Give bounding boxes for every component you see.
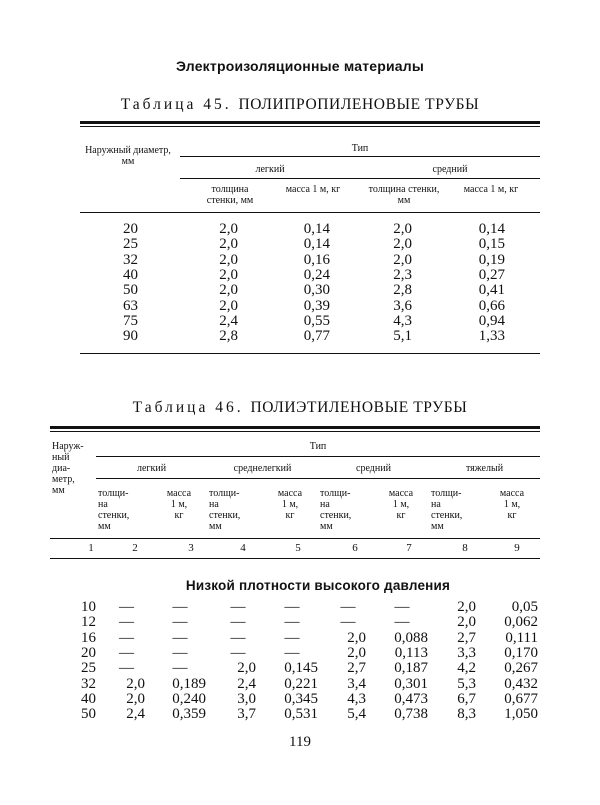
table45-title-prefix: Таблица 45. xyxy=(120,96,232,113)
table46-cell: — xyxy=(230,614,246,631)
table45-bottom-rule xyxy=(80,353,540,354)
table46-group-heavy: тяжелый xyxy=(465,463,504,474)
table46-cell: — xyxy=(230,599,246,615)
table45-sub-mass-2: масса 1 м, кг xyxy=(463,184,519,195)
table45-title xyxy=(0,96,600,114)
table45-title-name: ПОЛИПРОПИЛЕНОВЫЕ ТРУБЫ xyxy=(238,96,480,113)
table45-group-rule xyxy=(180,178,540,179)
table45-row-diameter: 20 xyxy=(123,221,138,237)
table46-row-diameter: 32 xyxy=(81,675,96,692)
table46-cell: 2,0 xyxy=(126,675,145,692)
table46-column-number: 2 xyxy=(132,542,138,554)
table46-title-prefix: Таблица 46. xyxy=(132,399,244,416)
table45-cell: 2,4 xyxy=(219,312,238,329)
table45-row-diameter: 50 xyxy=(123,282,138,299)
table46-cell: 0,473 xyxy=(394,690,428,707)
table46-cell: — xyxy=(230,644,246,661)
table45-cell: 2,0 xyxy=(219,282,238,299)
table46-cell: 0,240 xyxy=(172,690,206,707)
table45-cell: 2,0 xyxy=(219,236,238,253)
table45-row-diameter: 40 xyxy=(123,266,138,283)
table46-cell: 0,359 xyxy=(172,706,206,723)
table45-cell: 0,94 xyxy=(478,312,505,329)
table46-col-type: Тип xyxy=(309,441,327,452)
table46-cell: 8,3 xyxy=(457,706,476,723)
table46-cell: 0,267 xyxy=(504,660,538,677)
table46-column-number: 6 xyxy=(352,542,358,554)
table46-sub-mass: масса 1 м, кг xyxy=(388,488,414,521)
table46-row-diameter: 16 xyxy=(81,629,96,646)
table46-cell: — xyxy=(119,629,134,646)
table46-cell: — xyxy=(284,614,300,631)
table45-cell: 2,0 xyxy=(393,236,412,253)
table46-cell: — xyxy=(172,599,188,615)
table46-cell: — xyxy=(172,614,188,631)
table45-cell: 0,77 xyxy=(303,328,330,345)
table46-numbers-rule xyxy=(50,558,540,559)
table46-cell: 1,050 xyxy=(504,706,538,723)
table46-cell: — xyxy=(172,660,188,677)
table46-cell: 0,170 xyxy=(504,644,538,661)
table45-cell: 2,8 xyxy=(393,282,412,299)
table45-cell: 2,0 xyxy=(219,251,238,268)
table45-row-diameter: 63 xyxy=(123,297,138,314)
page-number: 119 xyxy=(289,734,311,750)
table46-top-rule xyxy=(50,426,540,429)
table46-cell: — xyxy=(119,599,134,615)
table45-cell: 2,0 xyxy=(219,297,238,314)
table46-row-diameter: 40 xyxy=(81,690,96,707)
table46-cell: 6,7 xyxy=(457,690,476,707)
table46-cell: 3,4 xyxy=(347,675,366,692)
table45-cell: 0,27 xyxy=(478,266,505,283)
table46-cell: 0,738 xyxy=(394,706,428,723)
table46-column-number: 9 xyxy=(514,542,520,554)
table46-row-diameter: 50 xyxy=(81,706,96,723)
table46-row-diameter: 20 xyxy=(81,644,96,661)
table45-cell: 0,16 xyxy=(303,251,330,268)
table46-cell: 0,301 xyxy=(394,675,428,692)
table46-cell: 2,0 xyxy=(457,599,476,615)
table45-cell: 0,14 xyxy=(303,221,330,237)
table46-cell: 2,0 xyxy=(457,614,476,631)
table45-cell: 2,8 xyxy=(219,328,238,345)
table46-cell: 2,0 xyxy=(126,690,145,707)
table46-column-number: 5 xyxy=(295,542,301,554)
table45-cell: 0,30 xyxy=(303,282,330,299)
table46-group-light: легкий xyxy=(136,463,167,474)
table46-header-rule xyxy=(50,538,540,539)
table46-cell: 3,3 xyxy=(457,644,476,661)
table45-col-diameter: Наружный диаметр, мм xyxy=(85,145,171,167)
table45-cell: 2,0 xyxy=(219,266,238,283)
table46-sub-thickness: толщи- на стенки, мм xyxy=(98,488,130,532)
table46-column-number: 7 xyxy=(406,542,412,554)
table46-group-mediumlight: среднелегкий xyxy=(233,463,292,474)
table45-type-rule xyxy=(180,156,540,157)
table46-section-title: Низкой плотности высокого давления xyxy=(185,578,451,593)
table45-cell: 1,33 xyxy=(478,328,505,345)
table45-cell: 0,41 xyxy=(478,282,505,299)
table46-cell: 2,4 xyxy=(237,675,256,692)
table46-cell: — xyxy=(340,599,356,615)
table46-sub-thickness: толщи- на стенки, мм xyxy=(320,488,352,532)
table46-cell: 2,7 xyxy=(457,629,476,646)
table46-cell: 3,0 xyxy=(237,690,256,707)
table46-cell: — xyxy=(119,644,134,661)
table46-column-number: 1 xyxy=(88,542,94,554)
table46-row-diameter: 25 xyxy=(81,660,96,677)
table45-sub-thickness-2: толщина стенки, мм xyxy=(368,184,440,206)
table46-cell: — xyxy=(394,614,410,631)
table46-row-diameter: 12 xyxy=(81,614,96,631)
table46-sub-mass: масса 1 м, кг xyxy=(166,488,192,521)
table45-sub-mass-1: масса 1 м, кг xyxy=(285,184,341,195)
table46-col-diameter: Наруж- ный диа- метр, мм xyxy=(52,441,84,496)
table46-type-rule xyxy=(96,456,540,457)
table45-cell: 2,0 xyxy=(393,251,412,268)
table46-sub-thickness: толщи- на стенки, мм xyxy=(431,488,463,532)
table45-cell: 2,0 xyxy=(219,221,238,237)
table45-cell: 5,1 xyxy=(393,328,412,345)
table46-cell: — xyxy=(230,629,246,646)
table45-row-diameter: 25 xyxy=(123,236,138,253)
table46-cell: 0,432 xyxy=(504,675,538,692)
table46-cell: 5,3 xyxy=(457,675,476,692)
table46-cell: 2,0 xyxy=(237,660,256,677)
table46-cell: 0,189 xyxy=(172,675,206,692)
table45-group-medium: средний xyxy=(432,164,468,175)
table46-cell: 0,062 xyxy=(504,614,538,631)
table46-top-rule-thin xyxy=(50,431,540,432)
table45-top-rule-thin xyxy=(80,126,540,127)
table46-cell: — xyxy=(284,644,300,661)
table45-row-diameter: 90 xyxy=(123,328,138,345)
table46-cell: 0,221 xyxy=(284,675,318,692)
table45-cell: 0,14 xyxy=(303,236,330,253)
table46-cell: 2,4 xyxy=(126,706,145,723)
table46-column-number: 3 xyxy=(188,542,194,554)
table46-cell: 5,4 xyxy=(347,706,366,723)
table46-group-medium: средний xyxy=(356,463,391,474)
table46-cell: 4,3 xyxy=(347,690,366,707)
table46-cell: 0,113 xyxy=(394,644,428,661)
table45-cell: 4,3 xyxy=(393,312,412,329)
table46-cell: — xyxy=(340,614,356,631)
table45-cell: 3,6 xyxy=(393,297,412,314)
table45-col-type: Тип xyxy=(351,143,369,154)
table45-header-rule xyxy=(80,212,540,213)
table46-group-rule xyxy=(96,478,540,479)
table46-cell: 0,345 xyxy=(284,690,318,707)
table46-row-diameter: 10 xyxy=(81,599,96,615)
table46-cell: 4,2 xyxy=(457,660,476,677)
table46-cell: — xyxy=(284,629,300,646)
table45-row-diameter: 32 xyxy=(123,251,138,268)
table45-cell: 0,14 xyxy=(478,221,505,237)
table46-cell: 0,677 xyxy=(504,690,538,707)
table45-cell: 2,3 xyxy=(393,266,412,283)
table46-cell: 0,05 xyxy=(511,599,538,615)
table46-sub-thickness: толщи- на стенки, мм xyxy=(209,488,241,532)
table46-cell: 3,7 xyxy=(237,706,256,723)
table45-row-diameter: 75 xyxy=(123,312,138,329)
table45-cell: 0,66 xyxy=(478,297,505,314)
table46-cell: 0,531 xyxy=(284,706,318,723)
table46-cell: 2,0 xyxy=(347,644,366,661)
table45-cell: 0,19 xyxy=(478,251,505,268)
table45-cell: 0,55 xyxy=(303,312,330,329)
table46-cell: — xyxy=(172,629,188,646)
table46-cell: — xyxy=(284,599,300,615)
table45-cell: 0,24 xyxy=(303,266,330,283)
table46-cell: — xyxy=(172,644,188,661)
table46-column-number: 8 xyxy=(462,542,468,554)
table46-cell: 0,111 xyxy=(505,629,538,646)
table46-cell: 2,7 xyxy=(347,660,366,677)
table46-sub-mass: масса 1 м, кг xyxy=(499,488,525,521)
table46-sub-mass: масса 1 м, кг xyxy=(277,488,303,521)
table45-cell: 2,0 xyxy=(393,221,412,237)
table46-cell: 0,145 xyxy=(284,660,318,677)
table45-cell: 0,39 xyxy=(303,297,330,314)
table46-cell: 2,0 xyxy=(347,629,366,646)
table46-title xyxy=(0,399,600,417)
table46-cell: — xyxy=(119,660,134,677)
table46-cell: — xyxy=(394,599,410,615)
table45-sub-thickness-1: толщина стенки, мм xyxy=(206,184,254,206)
table46-cell: 0,187 xyxy=(394,660,428,677)
running-header: Электроизоляционные материалы xyxy=(175,58,425,74)
table45-top-rule xyxy=(80,121,540,124)
table45-group-light: легкий xyxy=(255,164,285,175)
table46-cell: — xyxy=(119,614,134,631)
table46-column-number: 4 xyxy=(240,542,246,554)
table45-cell: 0,15 xyxy=(478,236,505,253)
table46-cell: 0,088 xyxy=(394,629,428,646)
table46-title-name: ПОЛИЭТИЛЕНОВЫЕ ТРУБЫ xyxy=(250,399,468,416)
